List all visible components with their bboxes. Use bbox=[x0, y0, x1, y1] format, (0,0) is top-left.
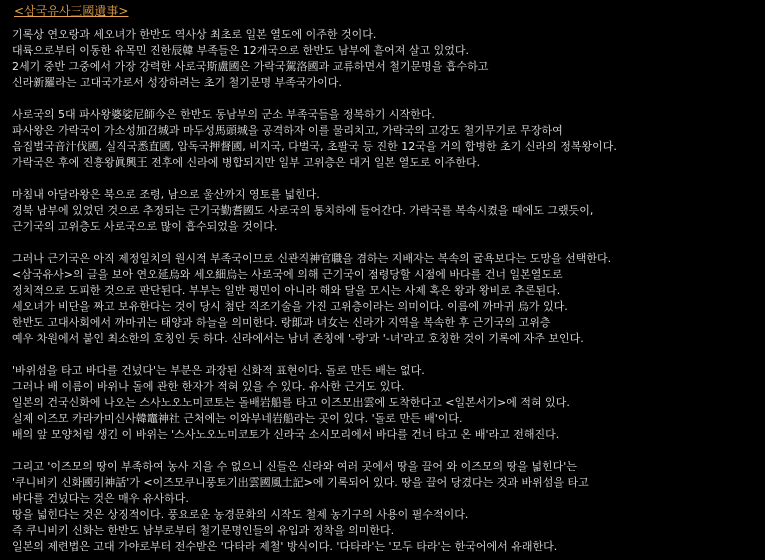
text-line: 일본의 제련법은 고대 가야로부터 전수받은 '다타라 제철' 방식이다. '다타라'는 '모두 타라'는 한국어에서 유래한다. bbox=[12, 540, 558, 553]
text-line: 그러나 배 이름이 바위나 돌에 관한 한자가 적혀 있을 수 있다. 유사한 근거도 있다. bbox=[12, 380, 405, 393]
text-line: 그리고 '이즈모의 땅이 부족하여 농사 지을 수 없으니 신들은 신라와 여러 곳에서 땅을 끌어 와 이즈모의 땅을 넓힌다'는 bbox=[12, 460, 577, 473]
text-line: '바위섬을 타고 바다를 건넜다'는 부분은 과장된 신화적 표현이다. 돌로 만든 배는 없다. bbox=[12, 364, 425, 377]
text-line: 일본의 건국신화에 나오는 스사노오노미코토는 돌배岩船를 타고 이즈모出雲에 도착한다고 <일본서기>에 적혀 있다. bbox=[12, 396, 570, 409]
paragraph bbox=[12, 187, 753, 235]
text-line: 땅을 넓힌다는 것은 상징적이다. 풍요로운 농경문화의 시작도 철제 농기구의 사용이 필수적이다. bbox=[12, 508, 469, 521]
text-line: 즉 쿠니비키 신화는 한반도 남부로부터 철기문명인들의 유입과 정착을 의미한다. bbox=[12, 524, 395, 537]
text-line: 사로국의 5대 파사왕婆娑尼師今은 한반도 동남부의 군소 부족국들을 정복하기 시작한다. bbox=[12, 108, 435, 121]
document-body bbox=[12, 27, 753, 555]
text-line: 배의 앞 모양처럼 생긴 이 바위는 '스사노오노미코토가 신라국 소시모리에서 바다를 건너 타고 온 배'라고 전해진다. bbox=[12, 428, 560, 441]
text-line: 근기국의 고위층도 사로국으로 많이 흡수되었을 것이다. bbox=[12, 220, 278, 233]
text-line: 예우 차원에서 붙인 최소한의 호칭인 듯 하다. 신라에서는 남녀 존칭에 '-랑'과 '-녀'라고 호칭한 것이 기록에 자주 보인다. bbox=[12, 332, 584, 345]
paragraph bbox=[12, 459, 753, 555]
text-line: 경북 남부에 있었던 것으로 추정되는 근기국勤耆國도 사로국의 통치하에 들어간다. 가락국를 복속시켰을 때에도 그랬듯이, bbox=[12, 204, 594, 217]
text-line: 2세기 중반 그중에서 가장 강력한 사로국斯盧國은 가락국駕洛國과 교류하면서 철기문명을 흡수하고 bbox=[12, 60, 489, 73]
text-line: 바다를 건넜다는 것은 매우 유사하다. bbox=[12, 492, 189, 505]
text-line: 정치적으로 도피한 것으로 판단된다. 부부는 일반 평민이 아니라 해와 달을 모시는 사제 혹은 왕과 왕비로 추론된다. bbox=[12, 284, 561, 297]
text-line: 기록상 연오랑과 세오녀가 한반도 역사상 최초로 일본 열도에 이주한 것이다. bbox=[12, 28, 377, 41]
paragraph bbox=[12, 107, 753, 171]
text-line: 한반도 고대사회에서 까마귀는 태양과 하늘을 의미한다. 랑郞과 녀女는 신라가 지역을 복속한 후 근기국의 고위층 bbox=[12, 316, 551, 329]
text-line: 가락국은 후에 진흥왕眞興王 전후에 신라에 병합되지만 일부 고위층은 대거 일본 열도로 이주한다. bbox=[12, 156, 481, 169]
paragraph bbox=[12, 363, 753, 443]
paragraph bbox=[12, 27, 753, 91]
text-line: 대륙으로부터 이동한 유목민 진한辰韓 부족들은 12개국으로 한반도 남부에 흩어져 살고 있었다. bbox=[12, 44, 469, 57]
text-line: 음집벌국音汁伐國, 실직국悉直國, 압독국押督國, 비지국, 다벌국, 초팔국 등 진한 12국을 거의 합병한 초기 신라의 정복왕이다. bbox=[12, 140, 617, 153]
document-title: <삼국유사三國遺事> bbox=[14, 4, 129, 18]
text-line: '쿠니비키 신화國引神話'가 <이즈모쿠니풍토기出雲國風土記>에 기록되어 있다. 땅을 끌어 당겼다는 것과 바위섬을 타고 bbox=[12, 476, 589, 489]
paragraph bbox=[12, 251, 753, 347]
text-line: 세오녀가 비단을 짜고 보유한다는 것이 당시 첨단 직조기술을 가진 고위층이라는 의미이다. 이름에 까마귀 烏가 있다. bbox=[12, 300, 568, 313]
text-line: 그러나 근기국은 아직 제정일치의 원시적 부족국이므로 신관직神官職을 겸하는 지배자는 복속의 굴욕보다는 도망을 선택한다. bbox=[12, 252, 612, 265]
text-line: 실제 이즈모 카라카미신사韓竈神社 근처에는 이와부네岩船라는 곳이 있다. '돌로 만든 배'이다. bbox=[12, 412, 463, 425]
text-line: <삼국유사>의 글을 보아 연오延烏와 세오細烏는 사로국에 의해 근기국이 점령당할 시점에 바다를 건너 일본열도로 bbox=[12, 268, 563, 281]
text-line: 신라新羅라는 고대국가로서 성장하려는 초기 철기문명 부족국가이다. bbox=[12, 76, 342, 89]
text-line: 파사왕은 가락국이 가소성加召城과 마두성馬頭城을 공격하자 이를 물리치고, 가락국의 고강도 철기무기로 무장하여 bbox=[12, 124, 563, 137]
text-line: 마침내 아달라왕은 북으로 조령, 남으로 울산까지 영토를 넓힌다. bbox=[12, 188, 320, 201]
